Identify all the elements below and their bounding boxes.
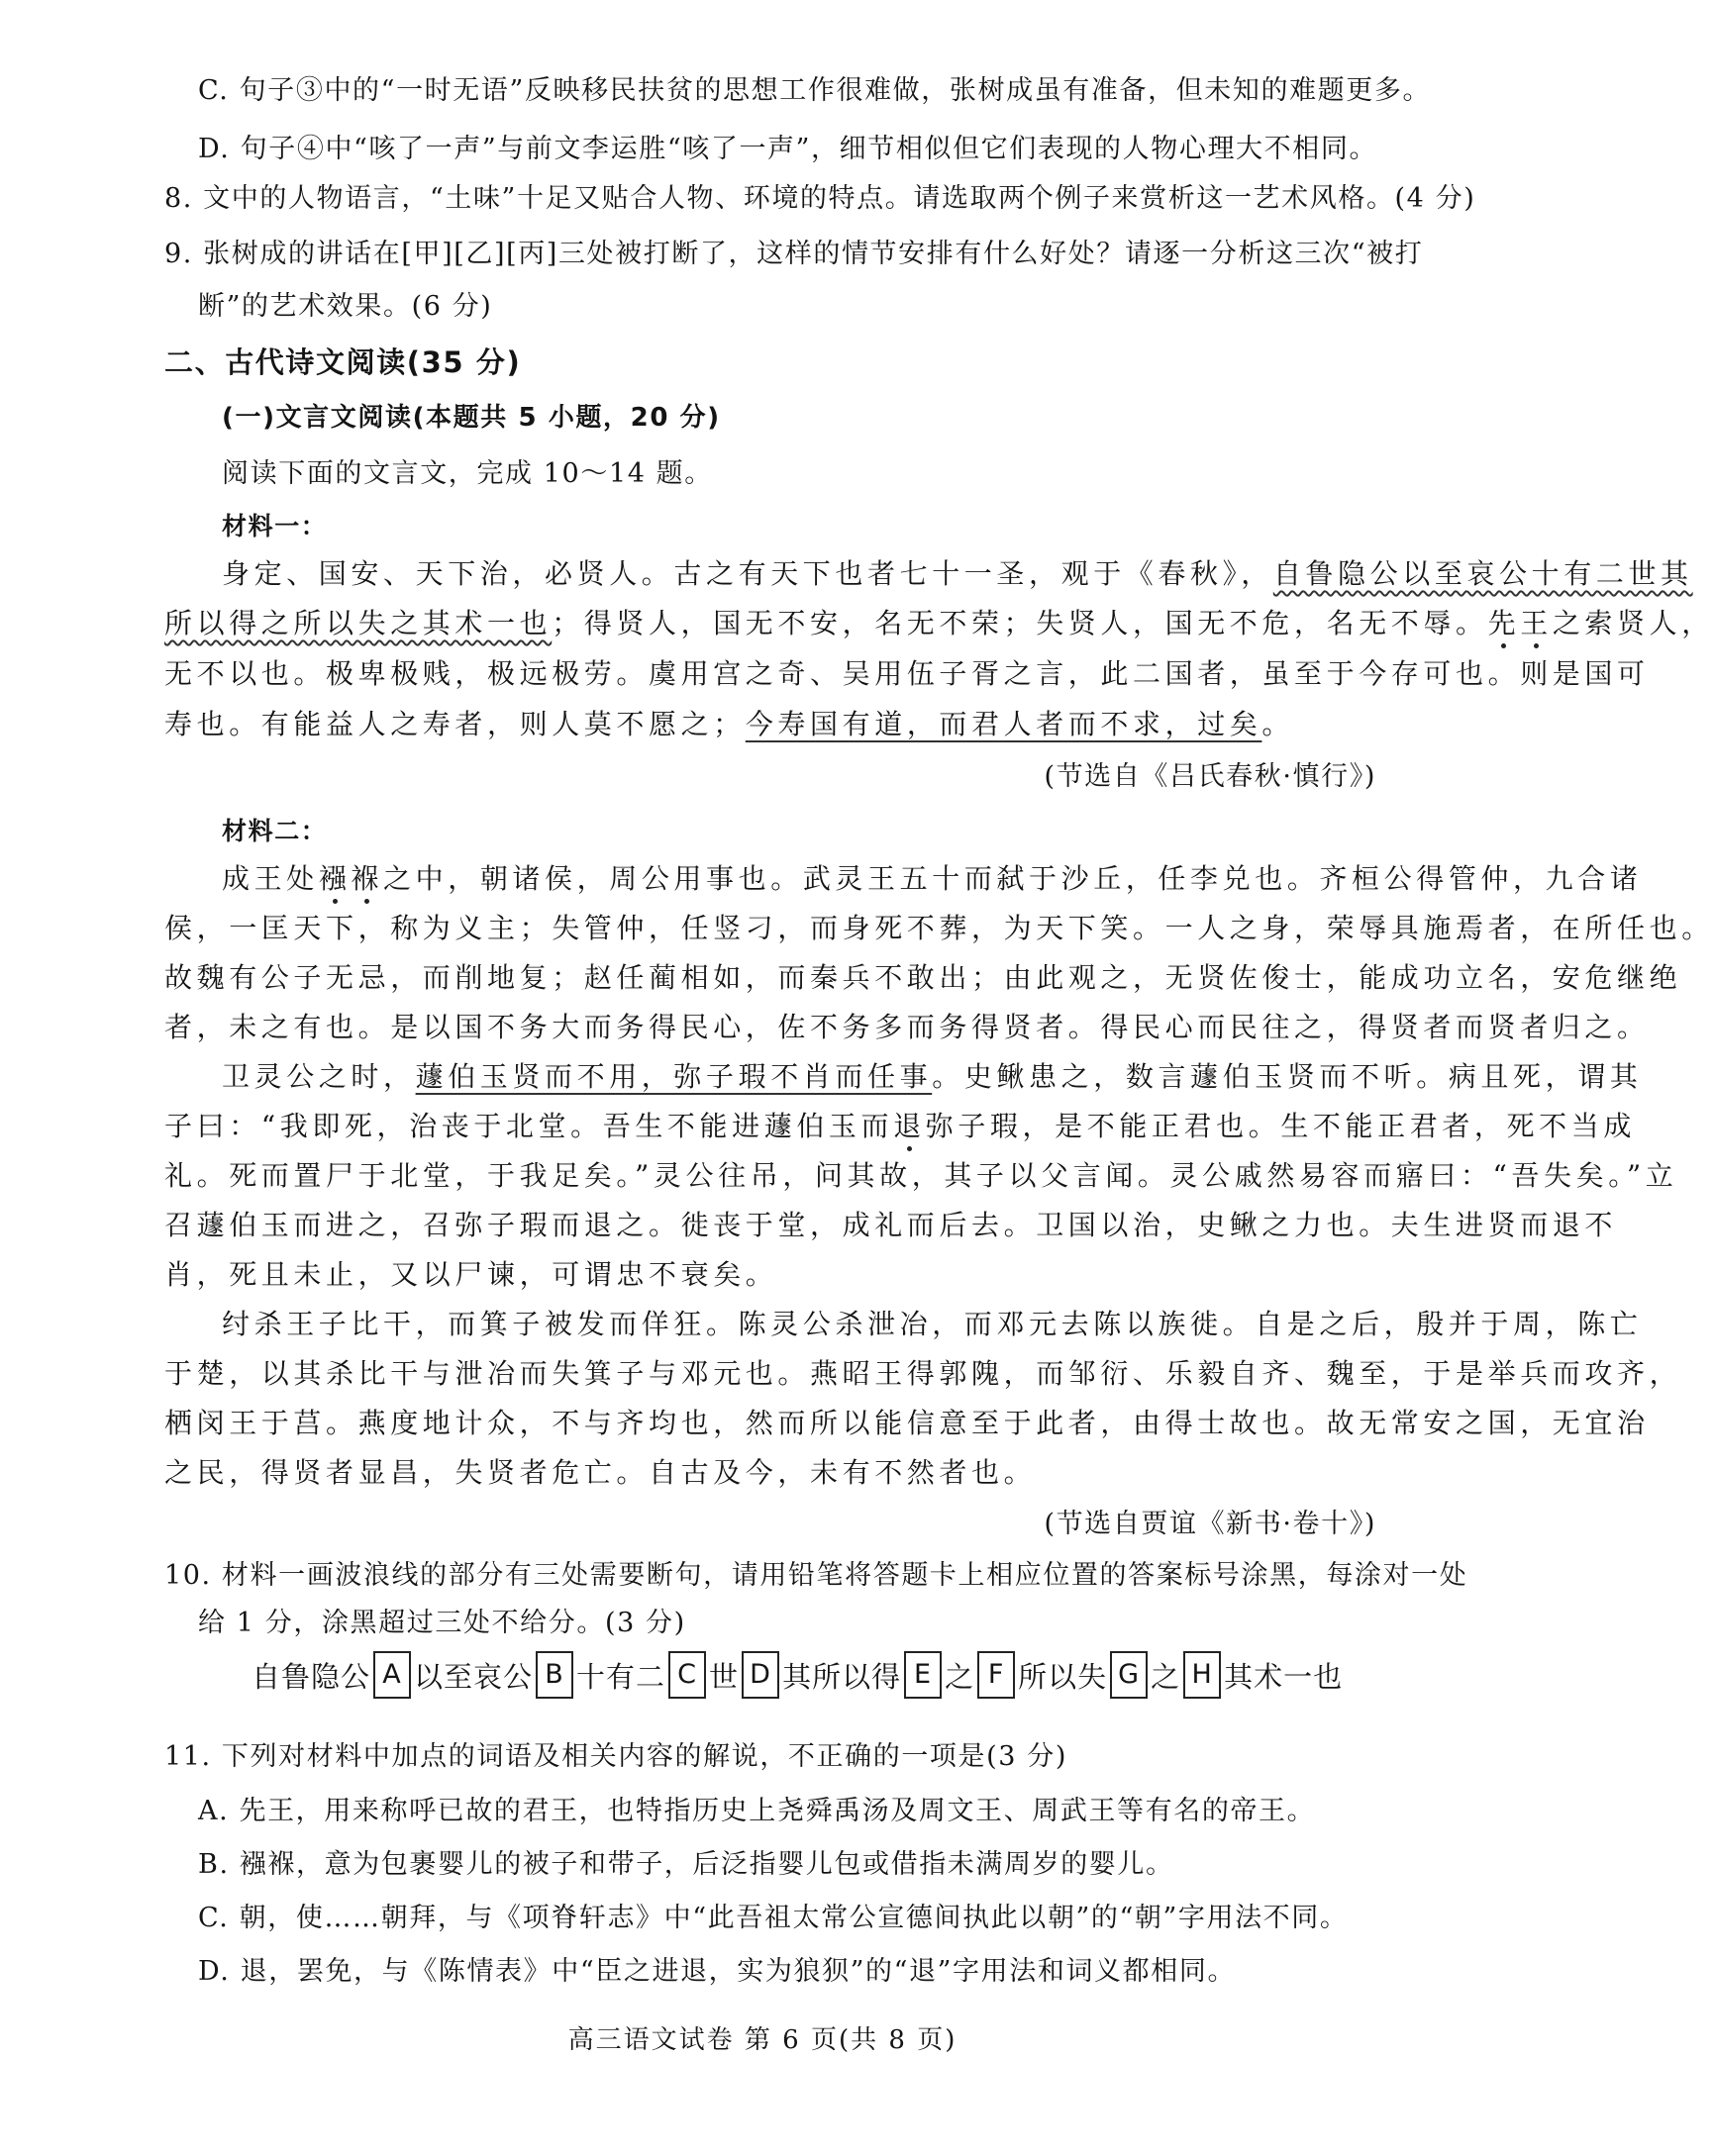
question-9-line2: 断”的艺术效果。(6 分) [198, 291, 493, 322]
segment-text: 之 [1151, 1659, 1181, 1694]
text-span: 之中，朝诸侯，周公用事也。武灵王五十而弑于沙丘，任李兑也。齐桓公得管仲，九合诸 [383, 862, 1643, 895]
material-1-source: (节选自《吕氏春秋·慎行》) [1044, 761, 1376, 792]
instruction: 阅读下面的文言文，完成 10～14 题。 [222, 458, 713, 489]
option-box-e[interactable]: E [904, 1651, 942, 1699]
q11-option-d: D. 退，罢免，与《陈情表》中“臣之进退，实为狼狈”的“退”字用法和词义都相同。 [198, 1956, 1237, 1987]
dotted-char: 退 [893, 1110, 926, 1142]
material-2-source: (节选自贾谊《新书·卷十》) [1044, 1509, 1376, 1539]
wavy-underline-text: 所以得之所以失之其术一也 [164, 607, 553, 639]
material-1-label: 材料一： [222, 512, 328, 540]
underlined-text: 蘧伯玉贤而不用，弥子瑕不肖而任事 [415, 1060, 933, 1093]
q7-option-c: C. 句子③中的“一时无语”反映移民扶贫的思想工作很难做，张树成虽有准备，但未知的难题更多。 [198, 75, 1432, 106]
material-2-line [222, 859, 1642, 899]
question-9-line1: 9. 张树成的讲话在[甲][乙][丙]三处被打断了，这样的情节安排有什么好处？请逐一分析这三次“被打 [164, 239, 1424, 269]
material-2-line: 召蘧伯玉而进之，召弥子瑕而退之。徙丧于堂，成礼而后去。卫国以治，史鳅之力也。夫生进贤而退不 [164, 1209, 1618, 1241]
material-2-line: 礼。死而置尸于北堂，于我足矣。”灵公往吊，问其故，其子以父言闻。灵公戚然易容而寤曰：“吾失矣。”立 [164, 1159, 1678, 1192]
subsection-title: (一)文言文阅读(本题共 5 小题，20 分) [222, 403, 721, 433]
material-2-line: 者，未之有也。是以国不务大而务得民心，佐不务多而务得贤者。得民心而民往之，得贤者而贤者归之。 [164, 1011, 1650, 1043]
material-2-line: 纣杀王子比干，而箕子被发而佯狂。陈灵公杀泄冶，而邓元去陈以族徙。自是之后，殷并于周，陈亡 [222, 1308, 1643, 1340]
material-1-line [164, 705, 1294, 744]
option-box-a[interactable]: A [373, 1651, 411, 1699]
material-2-label: 材料二： [222, 817, 328, 845]
wavy-underline-text: 自鲁隐公以至哀公十有二世其 [1272, 557, 1693, 590]
question-11-stem: 11. 下列对材料中加点的词语及相关内容的解说，不正确的一项是(3 分) [164, 1741, 1067, 1772]
text-span: 子曰：“我即死，治丧于北堂。吾生不能进蘧伯玉而 [164, 1110, 894, 1142]
question-10-line2: 给 1 分，涂黑超过三处不给分。(3 分) [198, 1608, 686, 1638]
option-box-d[interactable]: D [742, 1651, 779, 1699]
q11-option-c: C. 朝，使……朝拜，与《项脊轩志》中“此吾祖太常公宣德间执此以朝”的“朝”字用法不同。 [198, 1903, 1349, 1933]
segment-text: 所以失 [1018, 1659, 1108, 1694]
underlined-text: 今寿国有道，而君人者而不求，过矣 [745, 708, 1262, 740]
dotted-char: 王 [1520, 607, 1553, 639]
text-span: 。 [1261, 708, 1295, 740]
text-span: 寿也。有能益人之寿者，则人莫不愿之； [164, 708, 746, 740]
q7-option-d: D. 句子④中“咳了一声”与前文李运胜“咳了一声”，细节相似但它们表现的人物心理大不相同。 [198, 134, 1378, 164]
option-box-c[interactable]: C [668, 1651, 706, 1699]
segment-text: 世 [709, 1659, 740, 1694]
material-2-line: 栖闵王于莒。燕度地计众，不与齐均也，然而所以能信意至于此者，由得士故也。故无常安之国，无宜治 [164, 1407, 1650, 1439]
q11-option-b: B. 襁褓，意为包裹婴儿的被子和带子，后泛指婴儿包或借指未满周岁的婴儿。 [198, 1849, 1174, 1880]
option-box-h[interactable]: H [1183, 1651, 1221, 1699]
dotted-char: 襁 [318, 862, 352, 895]
material-2-line: 故魏有公子无忌，而削地复；赵任蔺相如，而秦兵不敢出；由此观之，无贤佐俊士，能成功立名，安危继绝 [164, 961, 1682, 994]
segment-text: 十有二 [576, 1659, 666, 1694]
option-box-b[interactable]: B [536, 1651, 573, 1699]
material-1-line [222, 554, 1693, 594]
material-1-line: 无不以也。极卑极贱，极远极劳。虞用宫之奇、吴用伍子胥之言，此二国者，虽至于今存可也。则是国可 [164, 657, 1650, 690]
segment-text: 其所以得 [782, 1659, 902, 1694]
segment-text: 自鲁隐公 [252, 1659, 371, 1694]
material-2-line: 之民，得贤者显昌，失贤者危亡。自古及今，未有不然者也。 [164, 1456, 1037, 1489]
text-span: 卫灵公之时， [222, 1060, 416, 1093]
segment-text: 其术一也 [1224, 1659, 1344, 1694]
material-2-line: 侯，一匡天下，称为义主；失管仲，任竖刁，而身死不葬，为天下笑。一人之身，荣辱具施焉者，在所任也。 [164, 912, 1714, 944]
text-span: 之索贤人， [1552, 607, 1714, 639]
dotted-char: 褓 [351, 862, 384, 895]
text-span: ；得贤人，国无不安，名无不荣；失贤人，国无不危，名无不辱。 [552, 607, 1488, 639]
text-span: 成王处 [222, 862, 319, 895]
material-2-line: 肖，死且未止，又以尸谏，可谓忠不衰矣。 [164, 1258, 778, 1291]
option-box-f[interactable]: F [977, 1651, 1015, 1699]
text-span: 身定、国安、天下治，必贤人。古之有天下也者七十一圣，观于《春秋》， [222, 557, 1273, 590]
section-title: 二、古代诗文阅读(35 分) [164, 345, 522, 379]
option-box-g[interactable]: G [1110, 1651, 1148, 1699]
material-1-line [164, 604, 1714, 643]
dotted-char: 先 [1487, 607, 1521, 639]
text-span: 。史鳅患之，数言蘧伯玉贤而不听。病且死，谓其 [932, 1060, 1643, 1093]
material-2-line: 于楚，以其杀比干与泄冶而失箕子与邓元也。燕昭王得郭隗，而邹衍、乐毅自齐、魏至，于是举兵而攻齐， [164, 1357, 1682, 1390]
sentence-break-options [252, 1651, 1343, 1699]
segment-text: 以至哀公 [414, 1659, 534, 1694]
material-2-line [164, 1107, 1636, 1146]
text-span: 弥子瑕，是不能正君也。生不能正君者，死不当成 [925, 1110, 1636, 1142]
question-8: 8. 文中的人物语言，“土味”十足又贴合人物、环境的特点。请选取两个例子来赏析这一艺术风格。(4 分) [164, 183, 1476, 214]
material-2-line [222, 1057, 1642, 1097]
page-footer: 高三语文试卷 第 6 页(共 8 页) [567, 2025, 958, 2055]
segment-text: 之 [945, 1659, 975, 1694]
question-10-line1: 10. 材料一画波浪线的部分有三处需要断句，请用铅笔将答题卡上相应位置的答案标号涂黑，每涂对一处 [164, 1560, 1468, 1591]
q11-option-a: A. 先王，用来称呼已故的君王，也特指历史上尧舜禹汤及周文王、周武王等有名的帝王。 [198, 1796, 1316, 1826]
